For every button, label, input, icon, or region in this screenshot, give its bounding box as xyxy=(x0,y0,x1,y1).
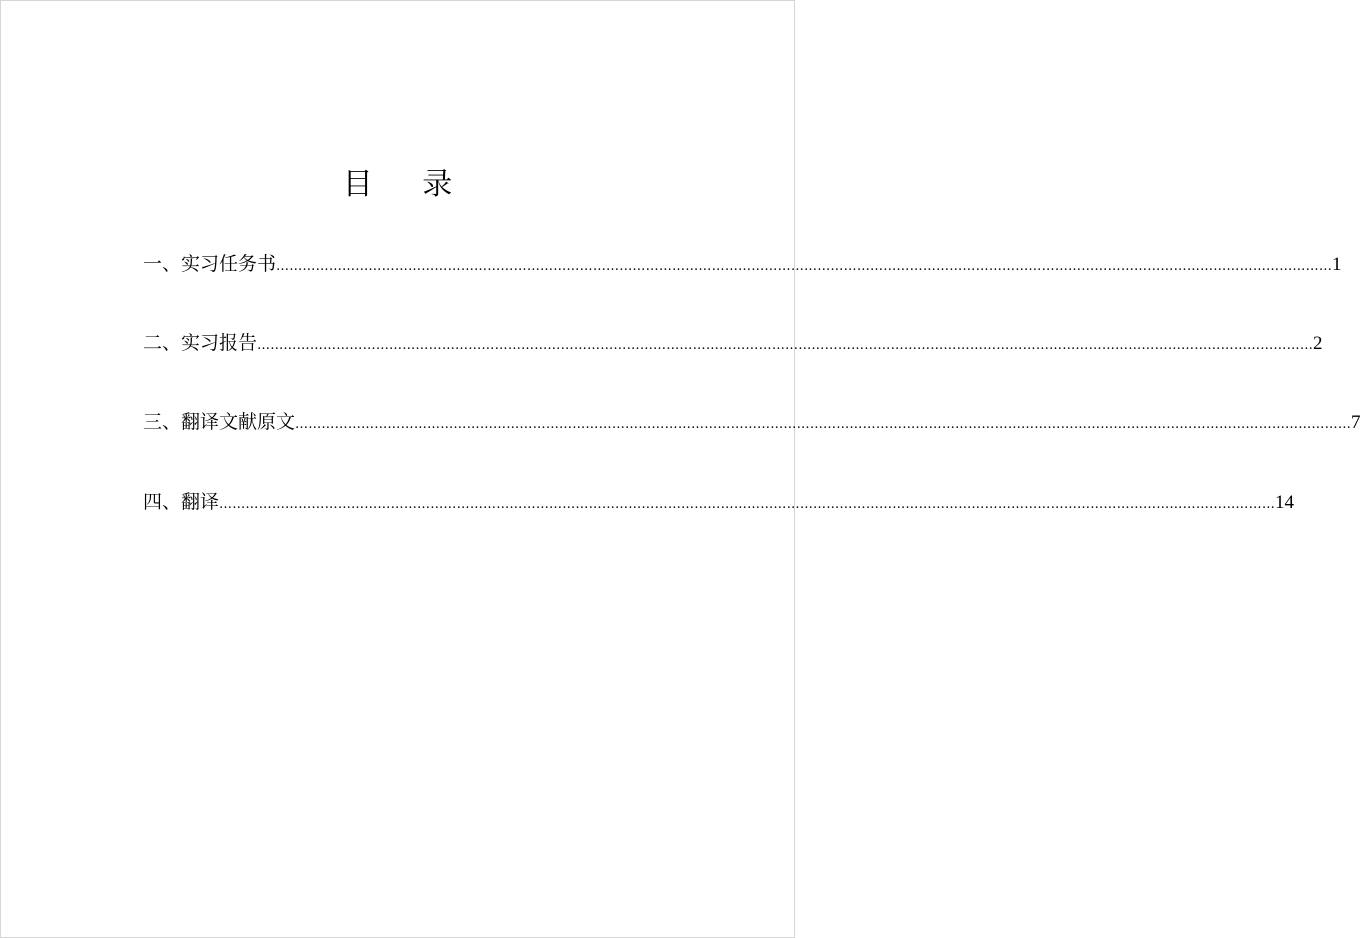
toc-entry-2 xyxy=(143,328,1323,358)
toc-entry-1 xyxy=(143,249,1342,279)
toc-dot-leader: …………………………………………………………………………………………………………………………………………………………………………………………………………………… xyxy=(276,259,1333,274)
toc-dot-leader: …………………………………………………………………………………………………………………………………………………………………………………………………………………… xyxy=(257,338,1314,353)
toc-dot-leader: …………………………………………………………………………………………………………………………………………………………………………………………………………………… xyxy=(295,417,1352,432)
toc-entry-4 xyxy=(143,487,1295,517)
toc-entry-3 xyxy=(143,407,1361,437)
toc-page-number: 14 xyxy=(1275,492,1295,513)
toc-entry-number: 一、 xyxy=(143,253,182,275)
toc-entry-number: 四、 xyxy=(143,491,182,513)
toc-entry-text: 翻译 xyxy=(181,491,220,513)
toc-dot-leader: …………………………………………………………………………………………………………………………………………………………………………………………………………………… xyxy=(219,497,1276,512)
toc-page-number: 7 xyxy=(1351,412,1361,433)
toc-entry-number: 三、 xyxy=(143,411,182,433)
toc-page-number: 2 xyxy=(1313,333,1323,354)
toc-entry-text: 实习任务书 xyxy=(181,253,277,275)
toc-entry-text: 翻译文献原文 xyxy=(181,411,296,433)
toc-page-number: 1 xyxy=(1332,254,1342,275)
toc-title: 目 录 xyxy=(342,167,473,202)
toc-entry-number: 二、 xyxy=(143,332,182,354)
toc-entry-text: 实习报告 xyxy=(181,332,258,354)
